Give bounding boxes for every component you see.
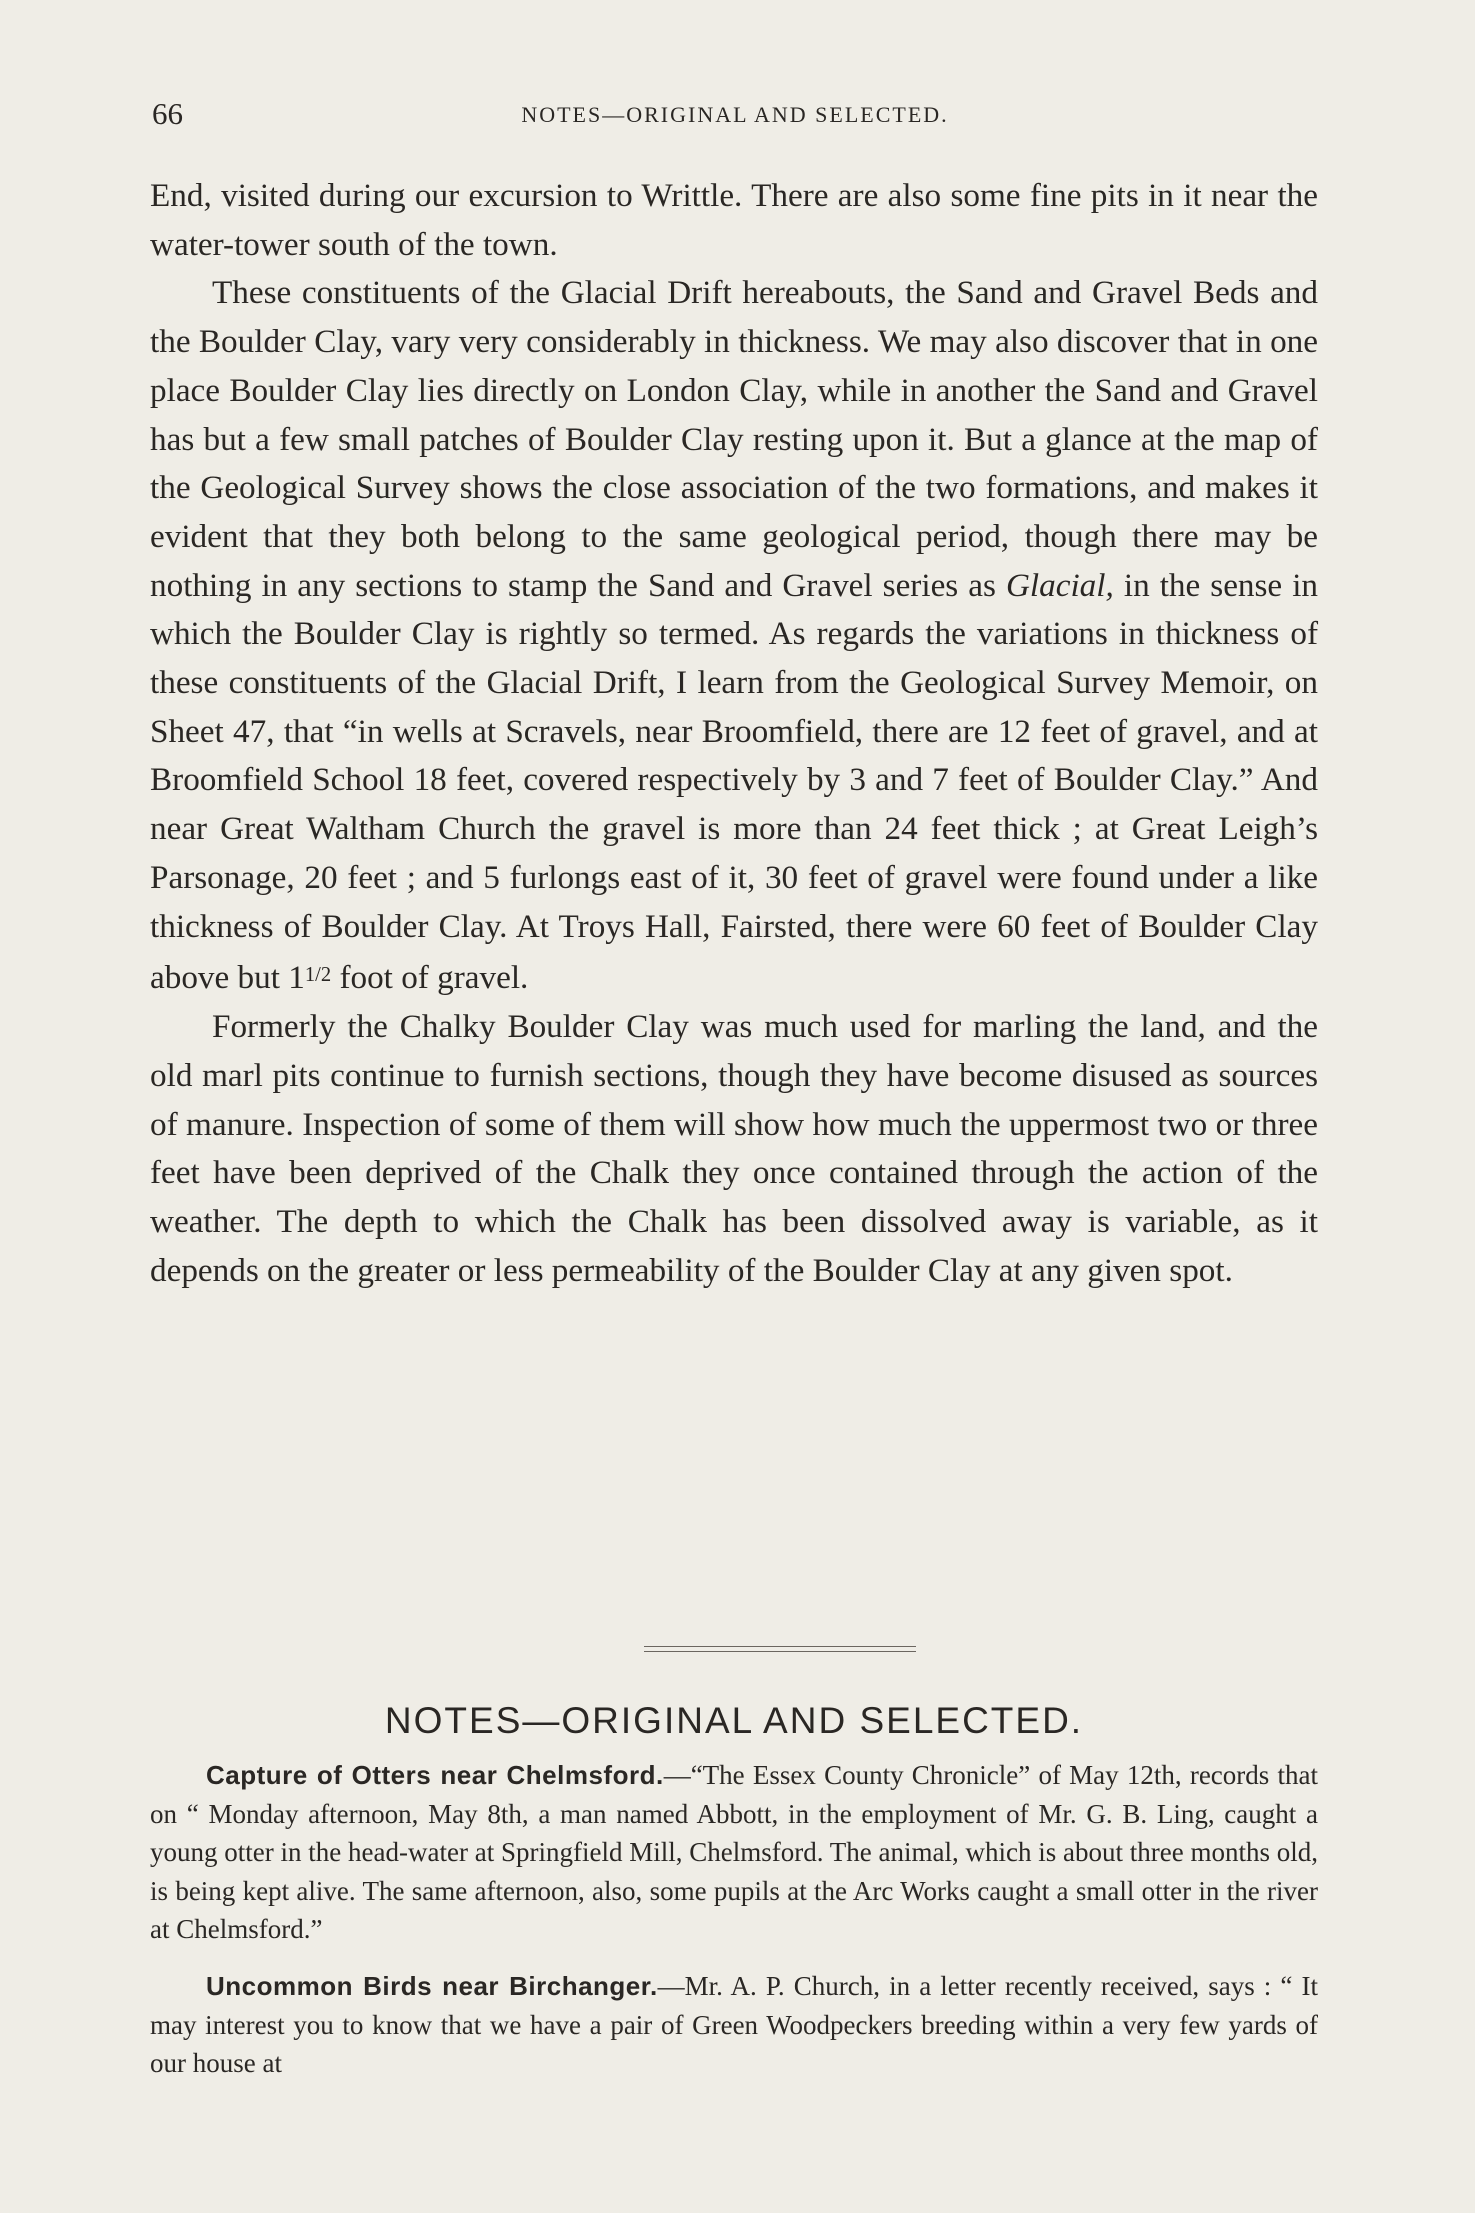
fraction: 1/2 xyxy=(304,964,332,987)
page-header xyxy=(152,96,1318,136)
notes-section xyxy=(150,1756,1318,2083)
paragraph-2-italic: Glacial, xyxy=(1005,566,1114,604)
body-text xyxy=(150,172,1318,1295)
paragraph-2-end: foot of gravel. xyxy=(339,959,529,997)
paragraph-2-continued: in the sense in which the Boulder Clay is rightly so termed. As regards the variations in thickness of these constituents of the Glacial Drift, I learn from the Geological Survey Memoir, on Sheet 47, that “in wells at Scravels, near Broomfield, there are 12 feet of gravel, and at Broomfield School 18 feet, covered respectively by 3 and 7 feet of Boulder Clay.” And near Great Waltham Church the gravel is more than 24 feet thick ; at Great Leigh’s Parsonage, 20 feet ; and 5 furlongs east of it, 30 feet of gravel were found under a like thickness of Boulder Clay. At Troys Hall, Fairsted, there were 60 feet of Boulder Clay above but 1 xyxy=(150,566,1319,997)
running-head: NOTES—ORIGINAL AND SELECTED. xyxy=(521,102,949,127)
note-item xyxy=(150,1756,1318,1949)
paragraph-2-text: These constituents of the Glacial Drift hereabouts, the Sand and Gravel Beds and the Boulder Clay, vary very considerably in thickness. We may also discover that in one place Boulder Clay lies directly on London Clay, while in another the Sand and Gravel has but a few small patches of Boulder Clay resting upon it. But a glance at the map of the Geological Survey shows the close association of the two formations, and makes it evident that they both belong to the same geological period, though there may be nothing in any sections to stamp the Sand and Gravel series as xyxy=(150,274,1318,604)
note-title: Uncommon Birds near Birchanger. xyxy=(206,1970,658,2001)
paragraph-3: Formerly the Chalky Boulder Clay was much used for marling the land, and the old marl pits continue to furnish sections, though they have become disused as sources of manure. Inspection of some of them will show how much the uppermost two or three feet have been deprived of the Chalk they once contained through the action of the weather. The depth to which the Chalk has been dissolved away is variable, as it depends on the greater or less permeability of the Boulder Clay at any given spot. xyxy=(150,1008,1318,1289)
note-text: —Mr. A. P. Church, in a letter recently received, says : “ It may interest you to know that we have a pair of Green Woodpeckers breeding within a very few yards of our house at xyxy=(150,1970,1318,2079)
paragraph-1: End, visited during our excursion to Writtle. There are also some fine pits in it near the water-tower south of the town. xyxy=(150,177,1318,263)
note-item xyxy=(150,1967,1318,2083)
divider-rule xyxy=(644,1651,916,1652)
note-title: Capture of Otters near Chelmsford. xyxy=(206,1760,664,1790)
note-text: —“The Essex County Chronicle” of May 12th, records that on “ Monday afternoon, May 8th, a man named Abbott, in the employment of Mr. G. B. Ling, caught a young otter in the head-water at Springfield Mill, Chelmsford. The animal, which is about three months old, is being kept alive. The same afternoon, also, some pupils at the Arc Works caught a small otter in the river at Chelmsford.” xyxy=(150,1760,1318,1945)
section-divider xyxy=(644,1646,916,1656)
page-number: 66 xyxy=(152,96,183,131)
divider-rule xyxy=(644,1646,916,1647)
paragraph-2 xyxy=(150,269,1318,1003)
section-heading: NOTES—ORIGINAL AND SELECTED. xyxy=(384,1700,1084,1741)
